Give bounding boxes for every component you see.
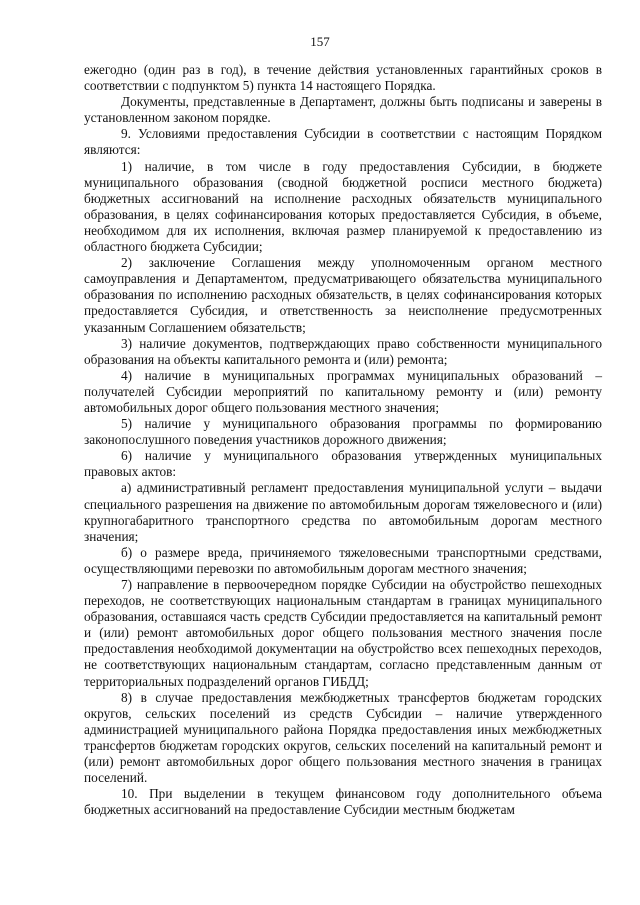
paragraph: а) административный регламент предоставления муниципальной услуги – выдачи специального разрешения на движение по автомобильным дорогам тяжеловесного и (или) крупногабаритного транспортного средства по автомобильным дорогам местного значения; bbox=[84, 480, 602, 544]
paragraph: 7) направление в первоочередном порядке Субсидии на обустройство пешеходных переходов, не соответствующих национальным стандартам в границах муниципального образования, оставшаяся часть средств Субсидии предоставляется на капитальный ремонт и (или) ремонт автомобильных дорог общего пользования местного значения после предоставления необходимой документации на обустройство всех пешеходных переходов, не соответствующих национальным стандартам, согласно представленным данным от территориальных подразделений органов ГИБДД; bbox=[84, 577, 602, 689]
paragraph: 8) в случае предоставления межбюджетных трансфертов бюджетам городских округов, сельских поселений из средств Субсидии – наличие утвержденного администрацией муниципального района Порядка предоставления иных межбюджетных трансфертов бюджетам городских округов, сельских поселений на капитальный ремонт и (или) ремонт автомобильных дорог общего пользования местного значения в границах поселений. bbox=[84, 689, 602, 786]
paragraph: 10. При выделении в текущем финансовом году дополнительного объема бюджетных ассигнований на предоставление Субсидии местным бюджетам bbox=[84, 786, 602, 818]
paragraph: ежегодно (один раз в год), в течение действия установленных гарантийных сроков в соответствии с подпунктом 5) пункта 14 настоящего Порядка. bbox=[84, 62, 602, 94]
paragraph: 4) наличие в муниципальных программах муниципальных образований – получателей Субсидии мероприятий по капитальному ремонту и (или) ремонту автомобильных дорог общего пользования местного значения; bbox=[84, 367, 602, 415]
paragraph: б) о размере вреда, причиняемого тяжеловесными транспортными средствами, осуществляющими перевозки по автомобильным дорогам местного значения; bbox=[84, 544, 602, 576]
paragraph: 9. Условиями предоставления Субсидии в соответствии с настоящим Порядком являются: bbox=[84, 126, 602, 158]
paragraph: 3) наличие документов, подтверждающих право собственности муниципального образования на объекты капитального ремонта и (или) ремонта; bbox=[84, 335, 602, 367]
paragraph: 2) заключение Соглашения между уполномоченным органом местного самоуправления и Департаментом, предусматривающего обязательства муниципального образования по исполнению расходных обязательств, в целях софинансирования которых предоставляется Субсидия, и ответственность за неисполнение предусмотренных указанным Соглашением обязательств; bbox=[84, 255, 602, 335]
document-body bbox=[84, 62, 602, 818]
paragraph: 6) наличие у муниципального образования утвержденных муниципальных правовых актов: bbox=[84, 448, 602, 480]
paragraph: Документы, представленные в Департамент, должны быть подписаны и заверены в установленном законом порядке. bbox=[84, 94, 602, 126]
paragraph: 1) наличие, в том числе в году предоставления Субсидии, в бюджете муниципального образования (сводной бюджетной росписи местного бюджета) бюджетных ассигнований на исполнение расходных обязательств муниципального образования, в целях софинансирования которых предоставляется Субсидия, в объеме, необходимом для их исполнения, включая размер планируемой к предоставлению из областного бюджета Субсидии; bbox=[84, 158, 602, 255]
paragraph: 5) наличие у муниципального образования программы по формированию законопослушного поведения участников дорожного движения; bbox=[84, 416, 602, 448]
page-number: 157 bbox=[310, 34, 330, 49]
